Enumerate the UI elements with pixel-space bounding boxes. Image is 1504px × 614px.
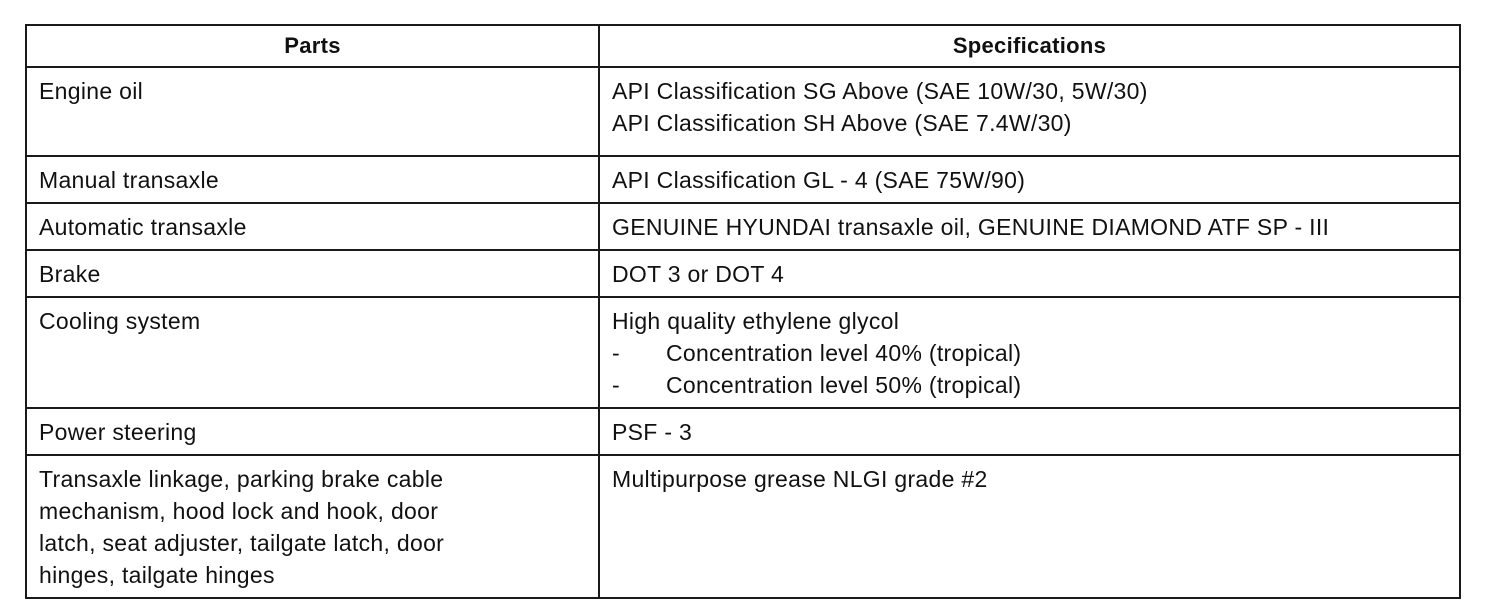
lubricant-spec-table [25, 24, 1461, 599]
table-row [26, 408, 1460, 455]
part-label-line: latch, seat adjuster, tailgate latch, door [39, 530, 445, 556]
part-label: Cooling system [39, 308, 201, 334]
dash-marker: - [612, 340, 620, 366]
part-label: Brake [39, 261, 101, 287]
spec-cell [599, 408, 1460, 455]
table-row [26, 297, 1460, 408]
spec-cell [599, 67, 1460, 156]
table-row [26, 156, 1460, 203]
part-label-line: mechanism, hood lock and hook, door [39, 498, 439, 524]
part-label-line: Transaxle linkage, parking brake cable [39, 466, 444, 492]
spec-cell [599, 203, 1460, 250]
spec-line: DOT 3 or DOT 4 [612, 261, 785, 287]
spec-bullet-text: Concentration level 50% (tropical) [666, 372, 1022, 398]
part-cell [26, 297, 599, 408]
part-label: Automatic transaxle [39, 214, 247, 240]
part-cell [26, 156, 599, 203]
table-row [26, 250, 1460, 297]
table-row [26, 455, 1460, 598]
part-cell [26, 455, 599, 598]
part-cell [26, 67, 599, 156]
spec-line: API Classification SH Above (SAE 7.4W/30) [612, 110, 1072, 136]
table-row [26, 67, 1460, 156]
table-row [26, 203, 1460, 250]
table-header-row [26, 25, 1460, 67]
spec-bullet-item [612, 369, 1447, 401]
part-label-line: hinges, tailgate hinges [39, 562, 275, 588]
spec-cell [599, 297, 1460, 408]
part-cell [26, 203, 599, 250]
dash-marker: - [612, 372, 620, 398]
spec-line: API Classification SG Above (SAE 10W/30, 5W/30) [612, 78, 1148, 104]
part-cell [26, 408, 599, 455]
header-parts: Parts [26, 25, 599, 67]
spec-line: GENUINE HYUNDAI transaxle oil, GENUINE DIAMOND ATF SP - III [612, 214, 1330, 240]
spec-line: API Classification GL - 4 (SAE 75W/90) [612, 167, 1026, 193]
spec-cell [599, 250, 1460, 297]
spec-line: Multipurpose grease NLGI grade #2 [612, 466, 988, 492]
part-label: Manual transaxle [39, 167, 219, 193]
spec-bullet-text: Concentration level 40% (tropical) [666, 340, 1022, 366]
part-label: Engine oil [39, 78, 144, 104]
spec-cell [599, 455, 1460, 598]
spec-line: High quality ethylene glycol [612, 308, 900, 334]
spec-cell [599, 156, 1460, 203]
spec-line: PSF - 3 [612, 419, 693, 445]
header-specifications: Specifications [599, 25, 1460, 67]
part-cell [26, 250, 599, 297]
part-label: Power steering [39, 419, 197, 445]
spec-bullet-item [612, 337, 1447, 369]
